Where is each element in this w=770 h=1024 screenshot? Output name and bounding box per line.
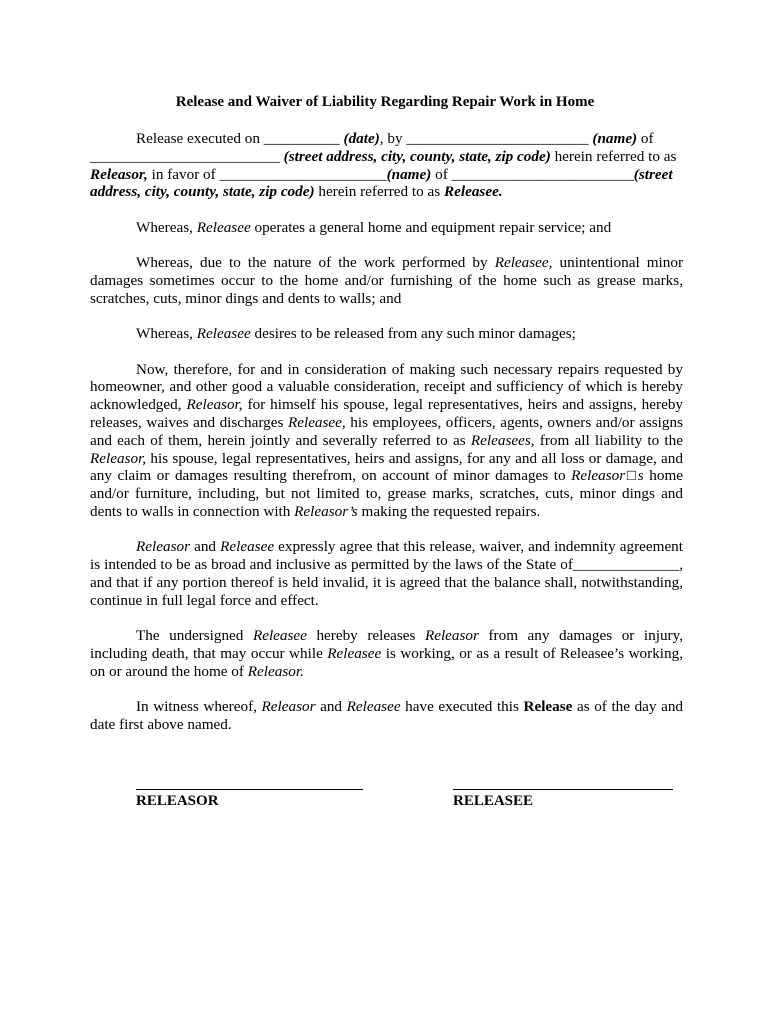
releasee-address-blank: ________________________ bbox=[451, 165, 634, 183]
intro-text: herein referred to as bbox=[314, 183, 444, 201]
releasor-signature-line[interactable] bbox=[136, 777, 363, 790]
releasee-term: Releasee bbox=[220, 538, 275, 556]
releasee-term: Releasee, bbox=[287, 413, 346, 431]
releasee-term: Releasee. bbox=[444, 183, 503, 201]
releasor-term: Releasor bbox=[424, 627, 479, 645]
releasor-term: Releasor□s bbox=[571, 467, 644, 485]
paragraph-text: from any damages or injury, including death, that may occur while bbox=[90, 627, 683, 662]
paragraph-text: operates a general home and equipment repair service; and bbox=[250, 218, 612, 236]
releasee-term: Releasee bbox=[346, 698, 401, 716]
intro-text: of bbox=[431, 165, 452, 183]
whereas-paragraph-2 bbox=[90, 254, 683, 307]
intro-text: , by bbox=[379, 130, 407, 147]
intro-paragraph bbox=[90, 130, 683, 201]
releasee-term: Releasee bbox=[196, 218, 251, 236]
releasor-address-blank: _________________________ bbox=[90, 147, 280, 165]
paragraph-text: is working, or as a result of Releasee’s working, on or around the home of bbox=[90, 644, 683, 680]
witness-paragraph bbox=[90, 698, 683, 734]
intro-text: of bbox=[637, 130, 654, 147]
state-blank: ______________ bbox=[572, 556, 680, 574]
paragraph-text: expressly agree that this release, waiver, and indemnity agreement is intended to be as broad and inclusive as permitted by the laws of the State of bbox=[90, 538, 683, 574]
paragraph-text: , and that if any portion thereof is held invalid, it is agreed that the balance shall, notwithstanding, continue in full legal force and effect. bbox=[90, 556, 683, 609]
releasor-term: Releasor, bbox=[90, 165, 148, 183]
paragraph-text: his spouse, legal representatives, heirs and assigns, for any and all loss or damage, and any claim or damages resulting therefrom, on account of minor damages to bbox=[90, 449, 683, 485]
paragraph-text: his employees, officers, agents, owners and/or assigns and each of them, herein jointly and severally referred to as bbox=[90, 413, 683, 449]
releasee-name-blank: ______________________ bbox=[219, 165, 387, 183]
paragraph-text: Whereas, due to the nature of the work performed by bbox=[136, 254, 495, 272]
releasee-signature-label: RELEASEE bbox=[453, 793, 534, 809]
releasor-name-blank: ________________________ bbox=[406, 130, 589, 147]
releasee-release-paragraph bbox=[90, 627, 683, 680]
paragraph-text: desires to be released from any such minor damages; bbox=[250, 325, 576, 343]
date-blank: __________ bbox=[263, 130, 340, 147]
intro-text: Release executed on bbox=[136, 130, 264, 147]
paragraph-text: and bbox=[190, 538, 221, 556]
whereas-paragraph-1 bbox=[90, 219, 683, 237]
paragraph-text: In witness whereof, bbox=[136, 698, 262, 716]
paragraph-text: The undersigned bbox=[136, 627, 253, 645]
date-label: (date) bbox=[339, 130, 380, 147]
paragraph-text: as of the day and date first above named. bbox=[90, 698, 684, 733]
paragraph-text: Whereas, bbox=[136, 218, 197, 236]
releasee-address-label: (street address, city, county, state, zip code) bbox=[90, 165, 673, 201]
paragraph-text: hereby releases bbox=[306, 627, 425, 645]
paragraph-text: have executed this bbox=[400, 698, 524, 716]
releasor-address-label: (street address, city, county, state, zip code) bbox=[279, 147, 551, 165]
paragraph-text: Now, therefore, for and in consideration of making such necessary repairs requested by homeowner, and other good a valuable consideration, receipt and sufficiency of which is hereby acknowledged, bbox=[90, 360, 683, 414]
releasee-term: Releasee, bbox=[494, 254, 553, 272]
releasor-term: Releasor bbox=[261, 698, 316, 716]
releasor-signature-block bbox=[136, 777, 363, 810]
paragraph-text: and bbox=[315, 698, 347, 716]
paragraph-text: for himself his spouse, legal representatives, heirs and assigns, hereby releases, waives and discharges bbox=[90, 396, 684, 431]
releasee-signature-block bbox=[453, 777, 673, 810]
releasee-name-label: (name) bbox=[386, 165, 432, 183]
intro-text: herein referred to as bbox=[550, 147, 677, 165]
releasor-term: Releasor’s bbox=[294, 502, 358, 520]
paragraph-text: Whereas, bbox=[136, 325, 197, 343]
releasee-term: Releasee bbox=[327, 644, 382, 662]
releasor-signature-label: RELEASOR bbox=[136, 793, 219, 809]
releasor-term: Releasor, bbox=[90, 449, 147, 467]
release-term: Release bbox=[523, 698, 573, 716]
releasor-term: Releasor, bbox=[186, 396, 243, 414]
document-body bbox=[90, 130, 683, 751]
releasee-term: Releasee bbox=[252, 627, 307, 645]
intro-text: in favor of bbox=[147, 165, 220, 183]
releasor-term: Releasor bbox=[136, 538, 190, 556]
releasor-term: Releasor. bbox=[247, 662, 304, 680]
paragraph-text: home and/or furniture, including, but not limited to, grease marks, scratches, cuts, minor dings and dents to walls in connection with bbox=[90, 467, 683, 520]
paragraph-text: making the requested repairs. bbox=[357, 502, 541, 520]
agreement-scope-paragraph bbox=[90, 538, 683, 609]
consideration-paragraph bbox=[90, 361, 683, 521]
releasee-term: Releasee bbox=[196, 325, 251, 343]
document-title: Release and Waiver of Liability Regarding Repair Work in Home bbox=[175, 94, 595, 110]
releasees-term: Releasees, bbox=[470, 431, 535, 449]
releasee-signature-line[interactable] bbox=[453, 777, 673, 790]
releasor-name-label: (name) bbox=[588, 130, 638, 147]
paragraph-text: from all liability to the bbox=[534, 431, 683, 449]
whereas-paragraph-3 bbox=[90, 325, 683, 343]
paragraph-text: unintentional minor damages sometimes occur to the home and/or furnishing of the home such as grease marks, scratches, cuts, minor dings and dents to walls; and bbox=[90, 254, 684, 307]
